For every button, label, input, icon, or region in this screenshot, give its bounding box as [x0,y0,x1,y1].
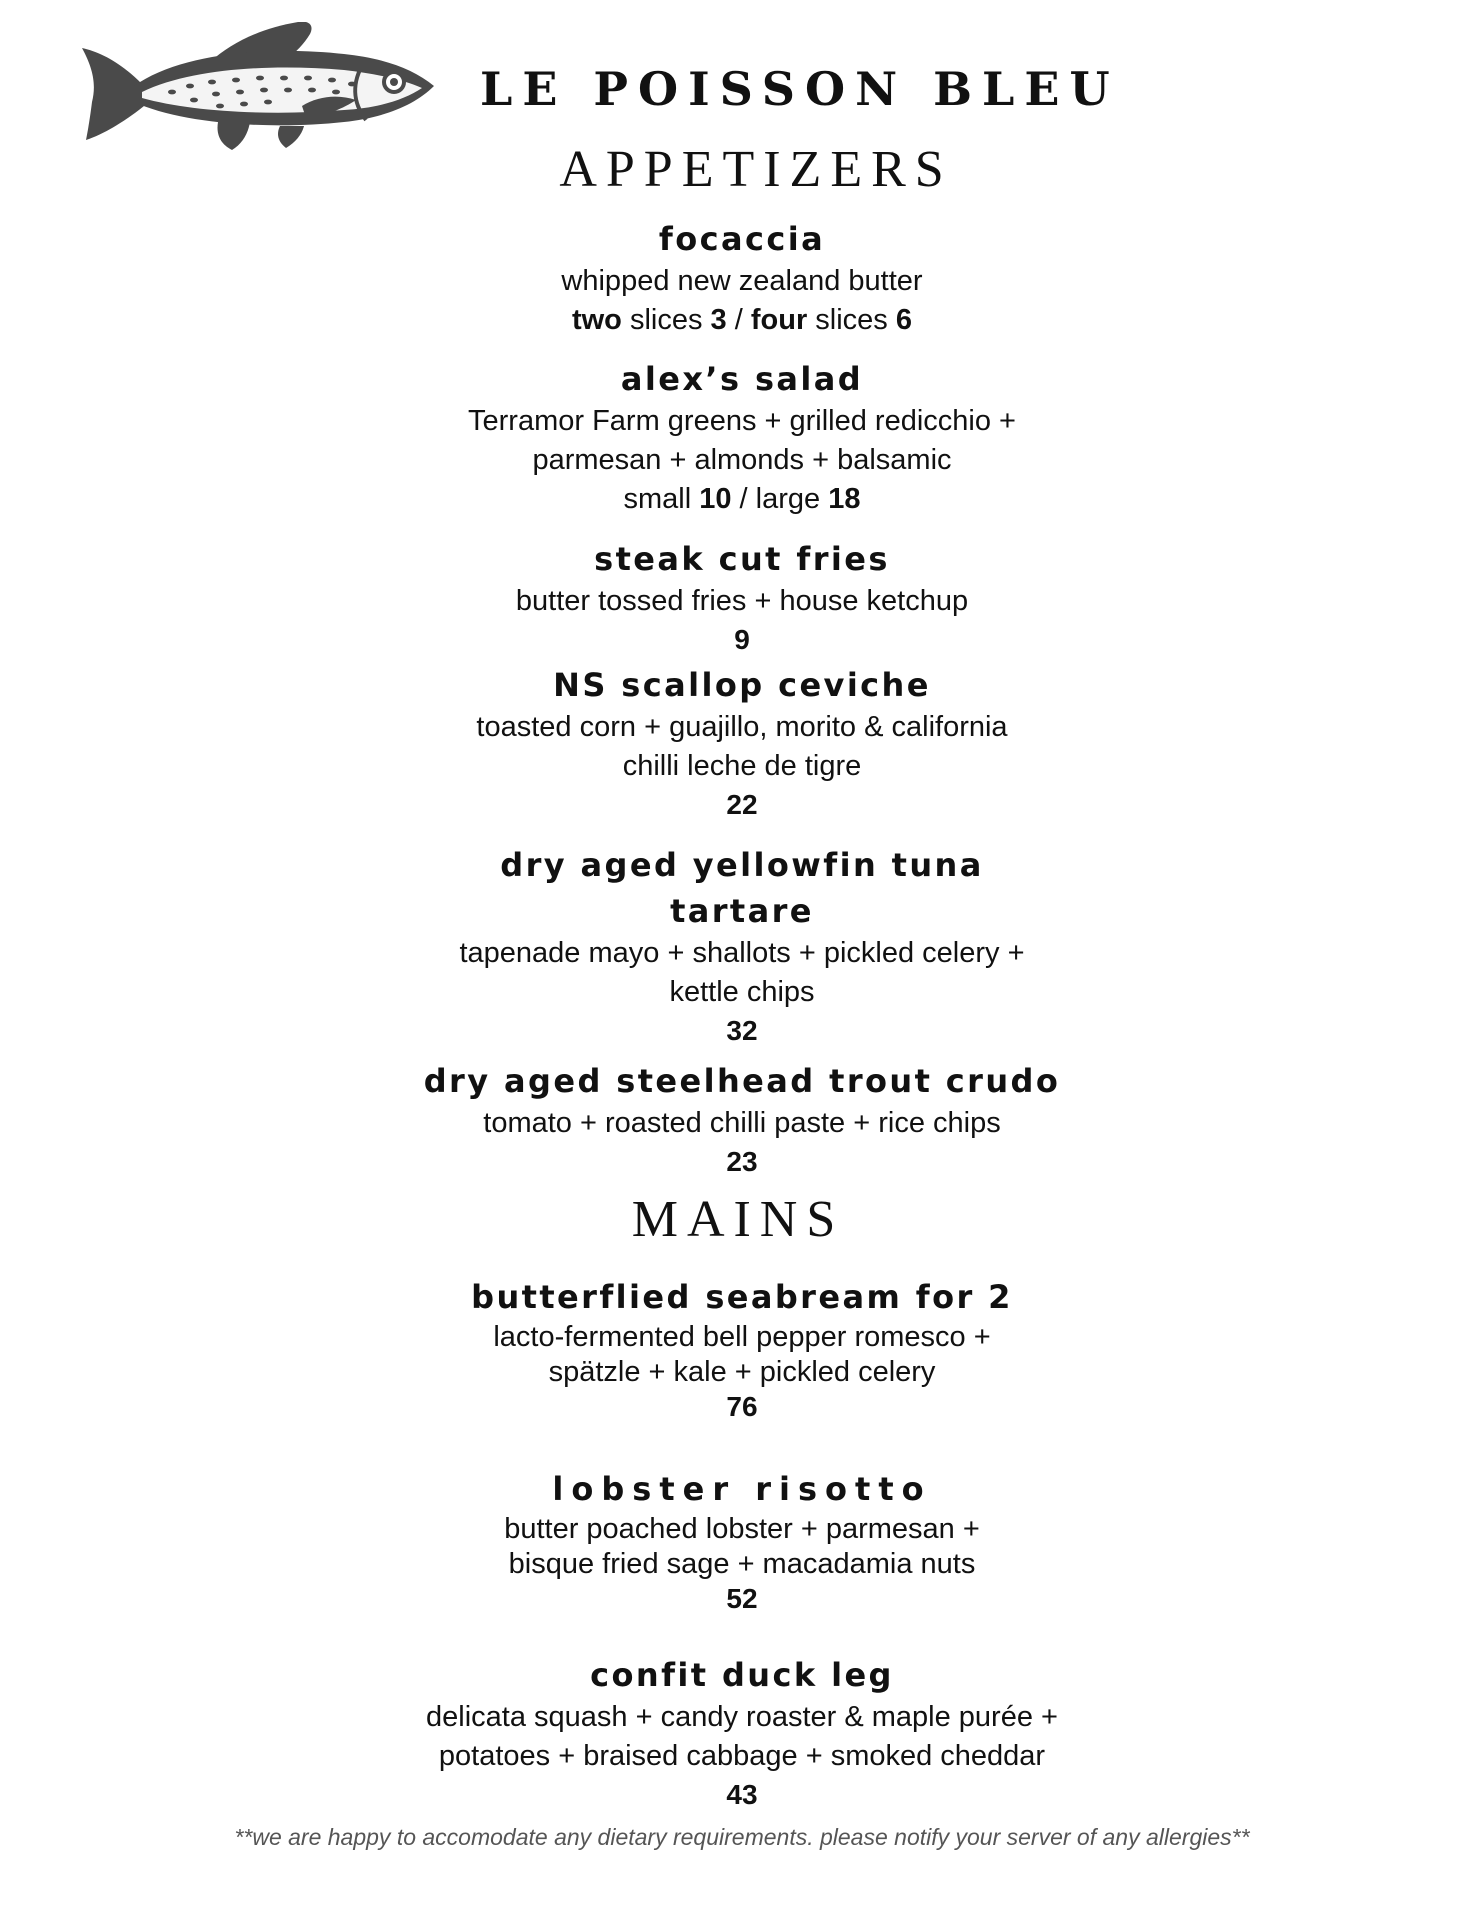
menu-item-scallop-ceviche [0,662,1484,824]
menu-item-alexs-salad [0,356,1484,519]
menu-item-steak-cut-fries [0,536,1484,659]
item-name: confit duck leg [590,1656,894,1694]
item-price: 23 [726,1146,758,1177]
item-name: alex’s salad [620,360,864,398]
item-name: focaccia [658,220,826,258]
item-description: bisque fried sage + macadamia nuts [508,1548,976,1580]
item-description: lacto-fermented bell pepper romesco + [493,1321,991,1353]
item-description: whipped new zealand butter [561,265,923,297]
item-price: 22 [726,789,758,820]
item-description: parmesan + almonds + balsamic [532,444,952,476]
item-description: tomato + roasted chilli paste + rice chips [483,1107,1001,1139]
item-description: potatoes + braised cabbage + smoked cheddar [438,1740,1046,1772]
item-description: spätzle + kale + pickled celery [548,1356,936,1388]
menu-item-seabream [0,1274,1484,1424]
item-name: lobster risotto [552,1470,932,1508]
item-price: 76 [726,1391,758,1422]
menu-item-lobster-risotto [0,1466,1484,1616]
item-name: NS scallop ceviche [553,666,931,704]
item-price: two slices 3 / four slices 6 [571,304,913,336]
item-name: butterflied seabream for 2 [471,1278,1013,1316]
dietary-footnote: **we are happy to accomodate any dietary requirements. please notify your server of any allergies** [234,1824,1250,1850]
item-description: tapenade mayo + shallots + pickled celery + [459,937,1025,969]
item-price: small 10 / large 18 [623,483,861,515]
menu-item-confit-duck-leg [0,1652,1484,1814]
menu-item-focaccia [0,216,1484,340]
item-description: delicata squash + candy roaster & maple purée + [426,1701,1058,1733]
item-description: kettle chips [669,976,815,1008]
item-description: toasted corn + guajillo, morito & california [476,711,1008,743]
item-name: steak cut fries [594,540,890,578]
item-price: 43 [726,1779,758,1810]
item-name: tartare [670,892,814,930]
item-description: Terramor Farm greens + grilled redicchio + [468,405,1016,437]
item-description: chilli leche de tigre [622,750,862,782]
item-price: 52 [726,1583,758,1614]
item-description: butter poached lobster + parmesan + [504,1513,980,1545]
menu-item-tuna-tartare [0,842,1484,1050]
restaurant-name: LE POISSON BLEU [480,62,1120,116]
item-price: 32 [726,1015,758,1046]
item-name: dry aged steelhead trout crudo [423,1062,1061,1100]
mains-title: MAINS [631,1191,845,1248]
appetizers-title: APPETIZERS [559,141,953,198]
menu-item-trout-crudo [0,1058,1484,1181]
item-price: 9 [734,624,750,655]
item-name: dry aged yellowfin tuna [500,846,984,884]
fish-icon [82,22,444,158]
item-description: butter tossed fries + house ketchup [515,585,969,617]
